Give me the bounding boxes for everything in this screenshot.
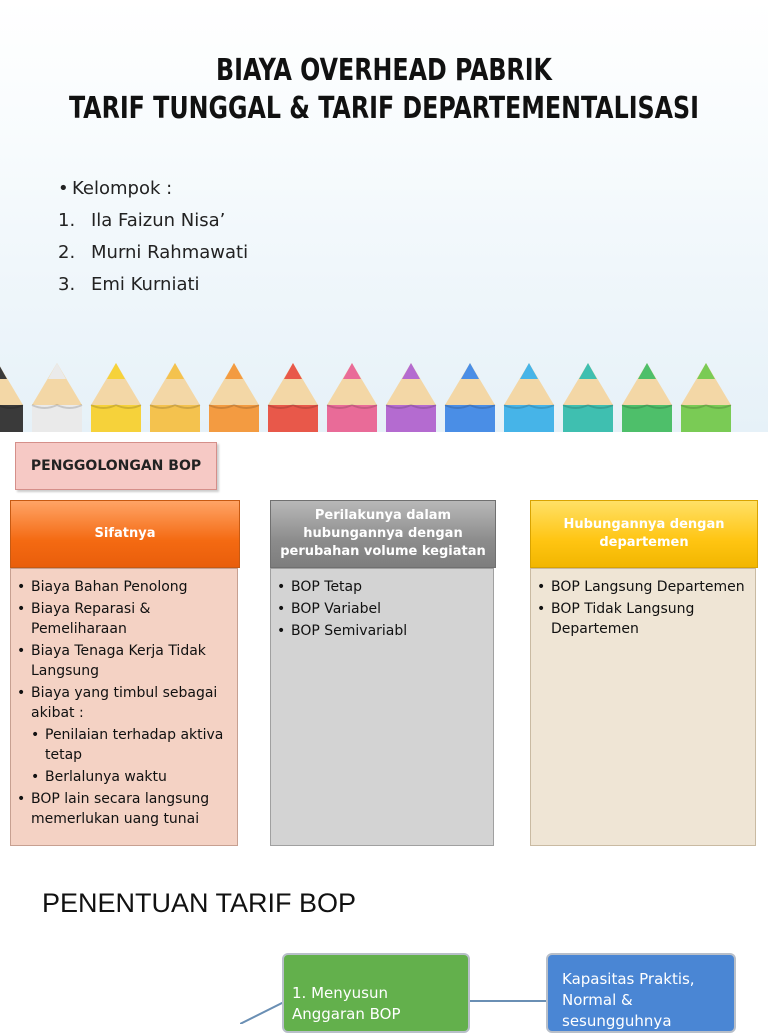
column-body-behavior	[270, 568, 494, 846]
title-line-1: BIAYA OVERHEAD PABRIK	[216, 53, 552, 88]
list-item: • Biaya yang timbul sebagai akibat :	[17, 683, 231, 723]
member-item	[58, 237, 248, 269]
step-box-label: 1. Menyusun Anggaran BOP	[292, 984, 401, 1023]
list-item: • BOP Semivariabl	[277, 621, 487, 641]
column-header-nature	[10, 500, 240, 568]
capacity-box	[546, 953, 736, 1033]
pencil-icon	[91, 363, 141, 432]
member-name: Ila Faizun Nisa’	[91, 210, 226, 231]
member-item	[58, 205, 248, 237]
column-body-nature	[10, 568, 238, 846]
list-item: • BOP Variabel	[277, 599, 487, 619]
column-header-label: Sifatnya	[94, 526, 156, 541]
classification-slide	[0, 432, 768, 1030]
list-item: • BOP Tetap	[277, 577, 487, 597]
colored-pencils-decoration	[0, 355, 768, 432]
list-item: • BOP Langsung Departemen	[537, 577, 749, 597]
column-header-label: Hubungannya dengan departemen	[563, 517, 725, 550]
title-line-2: TARIF TUNGGAL & TARIF DEPARTEMENTALISASI	[69, 91, 699, 126]
member-name: Murni Rahmawati	[91, 242, 249, 263]
pencil-icon	[386, 363, 436, 432]
column-header-department	[530, 500, 758, 568]
capacity-box-label: Kapasitas Praktis, Normal & sesungguhnya	[562, 970, 695, 1030]
step-box-budget	[282, 953, 470, 1033]
bullet-list	[17, 577, 231, 723]
pencil-icon	[0, 363, 23, 432]
pencil-icon	[32, 363, 82, 432]
list-sub-item: • Penilaian terhadap aktiva tetap	[17, 725, 231, 765]
column-header-behavior	[270, 500, 496, 568]
member-number: 1.	[58, 210, 76, 231]
list-item: • Biaya Bahan Penolong	[17, 577, 231, 597]
pencil-icon	[150, 363, 200, 432]
section-title: PENENTUAN TARIF BOP	[42, 888, 357, 918]
member-number: 2.	[58, 242, 76, 263]
pencil-icon	[504, 363, 554, 432]
bullet-icon: •	[58, 178, 69, 199]
banner-label: PENGGOLONGAN BOP	[30, 458, 202, 474]
list-sub-item: • Berlalunya waktu	[17, 767, 231, 787]
bullet-list	[537, 577, 749, 639]
list-item: • Biaya Tenaga Kerja Tidak Langsung	[17, 641, 231, 681]
list-item: • BOP Tidak Langsung Departemen	[537, 599, 749, 639]
pencil-icon	[327, 363, 377, 432]
list-item: • Biaya Reparasi & Pemeliharaan	[17, 599, 231, 639]
list-item: • BOP lain secara langsung memerlukan uang tunai	[17, 789, 231, 829]
classification-banner	[15, 442, 217, 490]
column-header-label: Perilakunya dalam hubungannya dengan perubahan volume kegiatan	[280, 508, 486, 559]
sub-bullet-list	[17, 725, 231, 787]
column-body-department	[530, 568, 756, 846]
pencil-icon	[445, 363, 495, 432]
pencil-icon	[209, 363, 259, 432]
connector-line	[470, 1000, 546, 1002]
slide-title	[46, 52, 722, 128]
pencil-icon	[268, 363, 318, 432]
member-name: Emi Kurniati	[91, 274, 200, 295]
member-number: 3.	[58, 274, 76, 295]
bullet-list	[17, 789, 231, 829]
bullet-list	[277, 577, 487, 641]
member-list	[58, 173, 248, 301]
member-item	[58, 269, 248, 301]
pencil-icon	[681, 363, 731, 432]
group-label-row	[58, 173, 248, 205]
group-label: Kelompok :	[72, 178, 173, 199]
pencil-icon	[563, 363, 613, 432]
pencil-icon	[622, 363, 672, 432]
title-slide	[0, 0, 768, 432]
connector-line	[240, 1002, 284, 1024]
